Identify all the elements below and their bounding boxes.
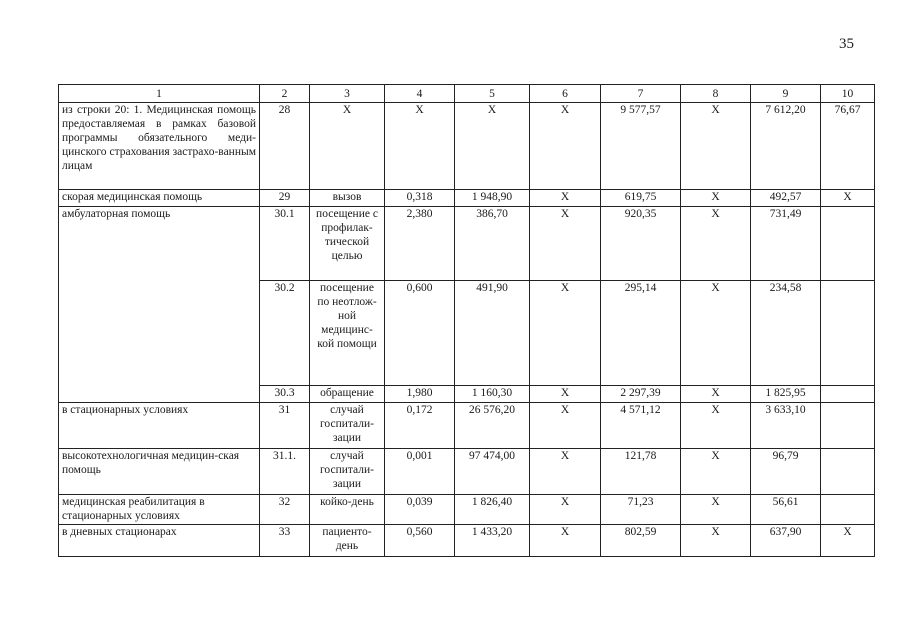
unit-cell: Х — [310, 103, 385, 190]
cell: 386,70 — [455, 207, 530, 281]
cell: 76,67 — [821, 103, 875, 190]
row-code: 31.1. — [260, 449, 310, 495]
cell: 0,560 — [385, 525, 455, 557]
cell: Х — [681, 190, 751, 207]
cell: Х — [681, 207, 751, 281]
cell: 1 160,30 — [455, 386, 530, 403]
cell: Х — [530, 207, 601, 281]
cell: 0,600 — [385, 281, 455, 386]
table-row — [59, 207, 875, 281]
cell — [821, 386, 875, 403]
cell: 1 826,40 — [455, 495, 530, 525]
cell: Х — [681, 403, 751, 449]
cell: 7 612,20 — [751, 103, 821, 190]
row-code: 31 — [260, 403, 310, 449]
cell: Х — [530, 449, 601, 495]
cell: 96,79 — [751, 449, 821, 495]
cell: 97 474,00 — [455, 449, 530, 495]
unit-cell: случай госпитали-зации — [310, 449, 385, 495]
cell: Х — [681, 386, 751, 403]
cell: 2 297,39 — [601, 386, 681, 403]
row-label: амбулаторная помощь — [59, 207, 260, 403]
cell: 3 633,10 — [751, 403, 821, 449]
cell: Х — [530, 403, 601, 449]
row-label: медицинская реабилитация в стационарных условиях — [59, 495, 260, 525]
cell: Х — [530, 525, 601, 557]
cell: 1 433,20 — [455, 525, 530, 557]
cell — [821, 449, 875, 495]
cell: 0,001 — [385, 449, 455, 495]
cell: 295,14 — [601, 281, 681, 386]
cell: Х — [821, 525, 875, 557]
cell: 234,58 — [751, 281, 821, 386]
cell: 491,90 — [455, 281, 530, 386]
cell: 121,78 — [601, 449, 681, 495]
cell: 2,380 — [385, 207, 455, 281]
cell: 26 576,20 — [455, 403, 530, 449]
cell: Х — [530, 386, 601, 403]
cell: 1 948,90 — [455, 190, 530, 207]
column-header: 2 — [260, 85, 310, 103]
cell — [821, 403, 875, 449]
unit-cell: случай госпитали-зации — [310, 403, 385, 449]
row-code: 30.2 — [260, 281, 310, 386]
cell: 4 571,12 — [601, 403, 681, 449]
cell: 0,318 — [385, 190, 455, 207]
cell: 802,59 — [601, 525, 681, 557]
column-header: 6 — [530, 85, 601, 103]
column-header: 4 — [385, 85, 455, 103]
cell: 71,23 — [601, 495, 681, 525]
row-label: высокотехнологичная медицин-ская помощь — [59, 449, 260, 495]
unit-cell: койко-день — [310, 495, 385, 525]
table-row — [59, 495, 875, 525]
cell: 0,172 — [385, 403, 455, 449]
row-label: в стационарных условиях — [59, 403, 260, 449]
row-code: 30.1 — [260, 207, 310, 281]
table-row — [59, 190, 875, 207]
cell: Х — [530, 190, 601, 207]
cell: Х — [530, 281, 601, 386]
cell: Х — [681, 103, 751, 190]
cell: 492,57 — [751, 190, 821, 207]
row-code: 29 — [260, 190, 310, 207]
row-label: скорая медицинская помощь — [59, 190, 260, 207]
cell: Х — [530, 495, 601, 525]
cell: Х — [385, 103, 455, 190]
cell: 731,49 — [751, 207, 821, 281]
column-header: 9 — [751, 85, 821, 103]
cell: Х — [681, 449, 751, 495]
unit-cell: посещение с профилак-тической целью — [310, 207, 385, 281]
table-row — [59, 449, 875, 495]
cell — [821, 495, 875, 525]
cell: 1 825,95 — [751, 386, 821, 403]
table-row — [59, 525, 875, 557]
unit-cell: вызов — [310, 190, 385, 207]
cell: 1,980 — [385, 386, 455, 403]
unit-cell: посещение по неотлож-ной медицинс-кой помощи — [310, 281, 385, 386]
cell: Х — [821, 190, 875, 207]
unit-cell: пациенто-день — [310, 525, 385, 557]
cell: Х — [681, 281, 751, 386]
row-label: в дневных стационарах — [59, 525, 260, 557]
row-code: 30.3 — [260, 386, 310, 403]
cell: Х — [681, 495, 751, 525]
cell: 637,90 — [751, 525, 821, 557]
row-code: 33 — [260, 525, 310, 557]
unit-cell: обращение — [310, 386, 385, 403]
cost-table — [58, 84, 875, 557]
cell: 0,039 — [385, 495, 455, 525]
row-code: 32 — [260, 495, 310, 525]
column-header: 5 — [455, 85, 530, 103]
cell — [821, 207, 875, 281]
table-row — [59, 403, 875, 449]
page-number: 35 — [839, 36, 854, 52]
cell: 920,35 — [601, 207, 681, 281]
column-header: 10 — [821, 85, 875, 103]
cell: 56,61 — [751, 495, 821, 525]
header-row — [59, 85, 875, 103]
column-header: 1 — [59, 85, 260, 103]
cell: 619,75 — [601, 190, 681, 207]
cell: Х — [681, 525, 751, 557]
column-header: 8 — [681, 85, 751, 103]
cell — [821, 281, 875, 386]
cell: Х — [530, 103, 601, 190]
row-label: из строки 20: 1. Медицинская помощь предоставляемая в рамках базовой программы обязательного меди-цинского страхования застрахо-ванным лицам — [59, 103, 260, 190]
table-row — [59, 103, 875, 190]
column-header: 7 — [601, 85, 681, 103]
cell: 9 577,57 — [601, 103, 681, 190]
column-header: 3 — [310, 85, 385, 103]
row-code: 28 — [260, 103, 310, 190]
cell: Х — [455, 103, 530, 190]
